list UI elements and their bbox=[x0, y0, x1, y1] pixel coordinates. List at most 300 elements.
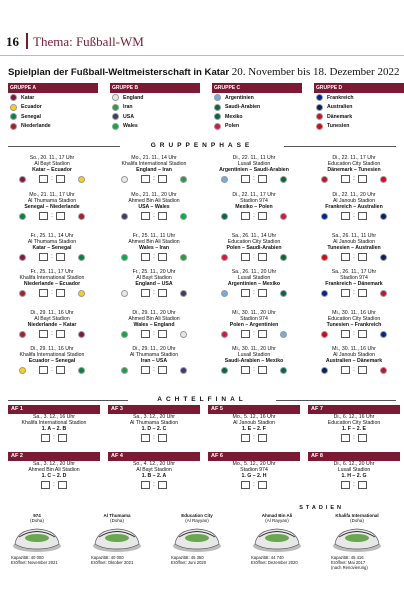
score-separator: : bbox=[53, 482, 55, 488]
score-input-home[interactable] bbox=[341, 175, 350, 183]
score-input-away[interactable] bbox=[258, 481, 267, 489]
stadium-card bbox=[82, 513, 152, 565]
match-card bbox=[106, 269, 202, 297]
match-date: Di., 22. 11., 11 Uhr bbox=[232, 155, 276, 161]
knockout-date: Sa., 3. 12., 20 Uhr bbox=[32, 461, 76, 467]
score-row bbox=[8, 481, 100, 489]
knockout-label: AF 7 bbox=[308, 405, 400, 414]
stadium-city: (Al Rayyan) bbox=[185, 518, 209, 523]
match-teams: Niederlande – Ecuador bbox=[23, 281, 81, 287]
match-venue: Khalifa International Stadion bbox=[19, 352, 85, 358]
group-phase-header bbox=[0, 142, 404, 149]
match-card bbox=[306, 192, 402, 220]
flag-icon bbox=[380, 176, 387, 183]
header-rule bbox=[0, 55, 404, 56]
team-row bbox=[212, 93, 302, 103]
stadiums-label: STADIEN bbox=[299, 505, 344, 511]
knockout-label: AF 4 bbox=[108, 452, 200, 461]
stadium-card bbox=[242, 513, 312, 565]
score-row bbox=[4, 330, 100, 338]
match-date: Di., 29. 11., 16 Uhr bbox=[30, 310, 74, 316]
score-input-away[interactable] bbox=[56, 253, 65, 261]
flag-icon bbox=[321, 213, 328, 220]
score-input-home[interactable] bbox=[39, 366, 48, 374]
team-name: Frankreich bbox=[327, 94, 354, 101]
score-row bbox=[106, 175, 202, 183]
knockout-date: So., 4. 12., 20 Uhr bbox=[132, 461, 176, 467]
team-name: Iran bbox=[123, 104, 133, 111]
match-date: Di., 22. 11., 17 Uhr bbox=[232, 192, 276, 198]
score-input-away[interactable] bbox=[258, 366, 267, 374]
knockout-body bbox=[8, 461, 100, 489]
team-row bbox=[314, 103, 404, 113]
score-input-home[interactable] bbox=[39, 212, 48, 220]
score-input-away[interactable] bbox=[358, 481, 367, 489]
knockout-body bbox=[308, 461, 400, 489]
match-teams: Wales – Iran bbox=[138, 245, 170, 251]
score-input-away[interactable] bbox=[56, 175, 65, 183]
flag-icon bbox=[19, 367, 26, 374]
header-divider bbox=[26, 33, 28, 49]
match-venue: Stadion 974 bbox=[340, 275, 368, 281]
stadium-capacity: Kapazität: 40 000 bbox=[11, 555, 44, 560]
flag-icon bbox=[380, 367, 387, 374]
score-input-home[interactable] bbox=[241, 434, 250, 442]
match-card bbox=[306, 269, 402, 297]
team-name: Senegal bbox=[21, 113, 41, 120]
score-separator: : bbox=[353, 213, 355, 219]
score-input-away[interactable] bbox=[158, 434, 167, 442]
match-date: Di., 22. 11., 20 Uhr bbox=[332, 192, 376, 198]
score-separator: : bbox=[253, 367, 255, 373]
knockout-card bbox=[308, 405, 400, 442]
score-input-home[interactable] bbox=[41, 481, 50, 489]
match-card bbox=[4, 269, 100, 297]
score-row bbox=[4, 253, 100, 261]
stadium-name: 974 bbox=[33, 513, 41, 518]
knockout-date: Di., 6. 12., 16 Uhr bbox=[333, 414, 375, 420]
score-separator: : bbox=[353, 254, 355, 260]
flag-icon bbox=[221, 331, 228, 338]
knockout-card bbox=[108, 452, 200, 489]
match-date: Sa., 26. 11., 11 Uhr bbox=[331, 233, 377, 239]
match-date: Di., 29. 11., 16 Uhr bbox=[30, 346, 74, 352]
score-row bbox=[4, 175, 100, 183]
score-input-away[interactable] bbox=[158, 366, 167, 374]
team-row bbox=[8, 93, 98, 103]
stadium-icon bbox=[11, 524, 63, 554]
match-teams: England – Iran bbox=[136, 167, 172, 173]
stadium-city: (Al Rayyan) bbox=[265, 518, 289, 523]
stadium-note: (nach Renovierung) bbox=[331, 565, 368, 570]
stadium-opened: Eröffnet: Juni 2020 bbox=[171, 560, 207, 565]
score-input-away[interactable] bbox=[158, 175, 167, 183]
main-title-dates: 20. November bis 18. Dezember 2022 bbox=[231, 66, 400, 78]
flag-icon bbox=[78, 213, 85, 220]
score-input-home[interactable] bbox=[41, 434, 50, 442]
score-input-away[interactable] bbox=[58, 434, 67, 442]
score-input-home[interactable] bbox=[141, 212, 150, 220]
score-input-home[interactable] bbox=[39, 253, 48, 261]
knockout-label: AF 6 bbox=[208, 452, 300, 461]
knockout-venue: Khalifa International Stadion bbox=[21, 420, 87, 426]
group-label: GRUPPE D bbox=[314, 83, 404, 93]
flag-icon bbox=[112, 113, 119, 120]
score-input-home[interactable] bbox=[141, 481, 150, 489]
score-input-home[interactable] bbox=[341, 481, 350, 489]
knockout-card bbox=[8, 452, 100, 489]
match-venue: Stadion 974 bbox=[240, 198, 268, 204]
score-row bbox=[4, 366, 100, 374]
flag-icon bbox=[19, 254, 26, 261]
score-input-home[interactable] bbox=[341, 289, 350, 297]
flag-icon bbox=[112, 94, 119, 101]
score-input-away[interactable] bbox=[358, 434, 367, 442]
match-teams: USA – Wales bbox=[138, 204, 170, 210]
knockout-pairing: 1. E – 2. F bbox=[242, 426, 266, 432]
stadium-icon bbox=[91, 524, 143, 554]
score-separator: : bbox=[353, 482, 355, 488]
flag-icon bbox=[121, 331, 128, 338]
knockout-label: AF 3 bbox=[108, 405, 200, 414]
group-table bbox=[8, 83, 398, 131]
score-input-home[interactable] bbox=[39, 289, 48, 297]
knockout-body bbox=[108, 414, 200, 442]
page-header bbox=[0, 0, 404, 50]
score-input-home[interactable] bbox=[241, 289, 250, 297]
main-title bbox=[8, 66, 403, 78]
score-separator: : bbox=[353, 176, 355, 182]
match-venue: Lusail Stadion bbox=[237, 161, 271, 167]
score-input-home[interactable] bbox=[241, 212, 250, 220]
match-card bbox=[206, 346, 302, 374]
score-separator: : bbox=[51, 290, 53, 296]
team-row bbox=[314, 112, 404, 122]
flag-icon bbox=[280, 213, 287, 220]
score-input-away[interactable] bbox=[158, 253, 167, 261]
knockout-venue: Ahmed Bin Ali Stadion bbox=[28, 467, 80, 473]
score-input-home[interactable] bbox=[39, 330, 48, 338]
divider-line bbox=[8, 400, 128, 401]
score-input-away[interactable] bbox=[358, 253, 367, 261]
team-name: Mexiko bbox=[225, 113, 243, 120]
score-row bbox=[206, 289, 302, 297]
match-card bbox=[4, 155, 100, 183]
match-card bbox=[206, 310, 302, 338]
match-date: Di., 22. 11., 17 Uhr bbox=[332, 155, 376, 161]
match-date: Sa., 26. 11., 14 Uhr bbox=[231, 233, 277, 239]
score-row bbox=[206, 330, 302, 338]
score-input-away[interactable] bbox=[358, 175, 367, 183]
match-venue: Al Thumama Stadion bbox=[27, 198, 77, 204]
group-label: GRUPPE A bbox=[8, 83, 98, 93]
flag-icon bbox=[10, 113, 17, 120]
score-row bbox=[4, 212, 100, 220]
group-column bbox=[8, 83, 98, 131]
flag-icon bbox=[78, 290, 85, 297]
score-input-home[interactable] bbox=[141, 175, 150, 183]
flag-icon bbox=[10, 104, 17, 111]
team-row bbox=[314, 122, 404, 132]
match-teams: Polen – Argentinien bbox=[229, 322, 279, 328]
score-input-away[interactable] bbox=[358, 366, 367, 374]
match-teams: Iran – USA bbox=[140, 358, 168, 364]
match-venue: Education City Stadion bbox=[327, 316, 381, 322]
match-venue: Al Bayt Stadion bbox=[34, 316, 70, 322]
match-card bbox=[206, 233, 302, 261]
flag-icon bbox=[316, 104, 323, 111]
team-name: Argentinien bbox=[225, 94, 254, 101]
score-input-home[interactable] bbox=[341, 366, 350, 374]
score-row bbox=[106, 330, 202, 338]
score-row bbox=[106, 289, 202, 297]
flag-icon bbox=[380, 331, 387, 338]
knockout-venue: Lusail Stadion bbox=[337, 467, 371, 473]
flag-icon bbox=[316, 123, 323, 130]
match-date: Mi., 30. 11., 16 Uhr bbox=[332, 310, 376, 316]
score-separator: : bbox=[353, 290, 355, 296]
score-input-away[interactable] bbox=[56, 330, 65, 338]
flag-icon bbox=[380, 290, 387, 297]
match-card bbox=[206, 192, 302, 220]
flag-icon bbox=[221, 213, 228, 220]
team-row bbox=[110, 93, 200, 103]
team-row bbox=[8, 103, 98, 113]
knockout-pairing: 1. F – 2. E bbox=[342, 426, 366, 432]
flag-icon bbox=[112, 104, 119, 111]
match-card bbox=[206, 269, 302, 297]
score-input-home[interactable] bbox=[141, 366, 150, 374]
score-input-away[interactable] bbox=[258, 175, 267, 183]
score-input-away[interactable] bbox=[58, 481, 67, 489]
match-card bbox=[106, 346, 202, 374]
flag-icon bbox=[19, 213, 26, 220]
flag-icon bbox=[180, 290, 187, 297]
score-input-away[interactable] bbox=[258, 253, 267, 261]
knockout-pairing: 1. D – 2. C bbox=[141, 426, 167, 432]
score-separator: : bbox=[153, 435, 155, 441]
stadium-name: Al Thumama bbox=[103, 513, 131, 518]
team-name: USA bbox=[123, 113, 134, 120]
score-input-away[interactable] bbox=[358, 289, 367, 297]
score-input-away[interactable] bbox=[56, 212, 65, 220]
score-separator: : bbox=[253, 213, 255, 219]
match-card bbox=[4, 192, 100, 220]
score-input-home[interactable] bbox=[141, 289, 150, 297]
knockout-pairing: 1. B – 2. A bbox=[141, 473, 167, 479]
match-teams: Saudi-Arabien – Mexiko bbox=[224, 358, 284, 364]
match-venue: Stadion 974 bbox=[240, 316, 268, 322]
knockout-venue: Stadion 974 bbox=[240, 467, 268, 473]
flag-icon bbox=[112, 123, 119, 130]
match-teams: Niederlande – Katar bbox=[27, 322, 77, 328]
score-input-away[interactable] bbox=[56, 289, 65, 297]
stadium-city: (Doha) bbox=[30, 518, 44, 523]
match-teams: Argentinien – Mexiko bbox=[227, 281, 281, 287]
score-separator: : bbox=[51, 213, 53, 219]
stadium-card bbox=[162, 513, 232, 565]
score-row bbox=[206, 175, 302, 183]
knockout-pairing: 1. G – 2. H bbox=[241, 473, 267, 479]
match-venue: Ahmed Bin Ali Stadion bbox=[128, 316, 180, 322]
score-row bbox=[8, 434, 100, 442]
score-input-home[interactable] bbox=[141, 434, 150, 442]
score-separator: : bbox=[253, 331, 255, 337]
score-row bbox=[208, 481, 300, 489]
score-separator: : bbox=[153, 176, 155, 182]
score-row bbox=[206, 253, 302, 261]
score-input-away[interactable] bbox=[158, 481, 167, 489]
score-input-home[interactable] bbox=[341, 212, 350, 220]
stadium-opened: Eröffnet: Oktober 2021 bbox=[91, 560, 134, 565]
match-card bbox=[106, 192, 202, 220]
group-label: GRUPPE B bbox=[110, 83, 200, 93]
score-input-home[interactable] bbox=[341, 253, 350, 261]
match-date: Sa., 26. 11., 17 Uhr bbox=[331, 269, 377, 275]
flag-icon bbox=[214, 113, 221, 120]
score-input-away[interactable] bbox=[358, 330, 367, 338]
stadium-capacity: Kapazität: 45 416 bbox=[331, 555, 364, 560]
score-input-away[interactable] bbox=[258, 330, 267, 338]
score-row bbox=[4, 289, 100, 297]
flag-icon bbox=[316, 94, 323, 101]
match-card bbox=[4, 310, 100, 338]
match-date: Di., 29. 11., 20 Uhr bbox=[132, 346, 176, 352]
knockout-date: Mo., 5. 12., 20 Uhr bbox=[232, 461, 276, 467]
main-title-bold: Spielplan der Fußball-Weltmeisterschaft in Katar bbox=[8, 67, 230, 78]
knockout-card bbox=[208, 452, 300, 489]
score-input-away[interactable] bbox=[56, 366, 65, 374]
knockout-label: AF 1 bbox=[8, 405, 100, 414]
match-venue: Khalifa International Stadion bbox=[19, 275, 85, 281]
group-column bbox=[212, 83, 302, 131]
flag-icon bbox=[221, 290, 228, 297]
flag-icon bbox=[180, 367, 187, 374]
score-input-home[interactable] bbox=[241, 330, 250, 338]
match-venue: Ahmed Bin Ali Stadion bbox=[128, 198, 180, 204]
score-input-away[interactable] bbox=[158, 289, 167, 297]
team-row bbox=[314, 93, 404, 103]
flag-icon bbox=[19, 290, 26, 297]
flag-icon bbox=[280, 290, 287, 297]
team-row bbox=[8, 112, 98, 122]
flag-icon bbox=[321, 331, 328, 338]
stadium-icon bbox=[331, 524, 383, 554]
team-name: Australien bbox=[327, 104, 353, 111]
flag-icon bbox=[180, 331, 187, 338]
score-separator: : bbox=[253, 482, 255, 488]
match-card bbox=[306, 346, 402, 374]
match-date: Mi., 30. 11., 16 Uhr bbox=[332, 346, 376, 352]
flag-icon bbox=[121, 367, 128, 374]
match-teams: Frankreich – Australien bbox=[325, 204, 383, 210]
match-date: Fr., 25. 11., 20 Uhr bbox=[132, 269, 176, 275]
match-venue: Education City Stadion bbox=[227, 239, 281, 245]
score-row bbox=[108, 481, 200, 489]
section-title: Thema: Fußball-WM bbox=[33, 34, 144, 49]
team-row bbox=[212, 122, 302, 132]
match-teams: Tunesien – Frankreich bbox=[326, 322, 382, 328]
match-teams: Mexiko – Polen bbox=[235, 204, 273, 210]
flag-icon bbox=[214, 123, 221, 130]
score-input-home[interactable] bbox=[141, 330, 150, 338]
group-column bbox=[110, 83, 200, 131]
match-teams: Katar – Ecuador bbox=[32, 167, 72, 173]
flag-icon bbox=[321, 254, 328, 261]
flag-icon bbox=[78, 331, 85, 338]
team-row bbox=[110, 122, 200, 132]
flag-icon bbox=[121, 254, 128, 261]
score-row bbox=[306, 330, 402, 338]
score-separator: : bbox=[153, 331, 155, 337]
stadium-icon bbox=[171, 524, 223, 554]
score-input-home[interactable] bbox=[241, 175, 250, 183]
knockout-date: Sa., 3. 12., 20 Uhr bbox=[132, 414, 176, 420]
group-label: GRUPPE C bbox=[212, 83, 302, 93]
match-card bbox=[4, 346, 100, 374]
knockout-body bbox=[208, 414, 300, 442]
match-teams: Argentinien – Saudi-Arabien bbox=[219, 167, 289, 173]
team-name: Dänemark bbox=[327, 113, 353, 120]
team-row bbox=[212, 112, 302, 122]
stadium-city: (Doha) bbox=[110, 518, 124, 523]
score-input-away[interactable] bbox=[258, 212, 267, 220]
score-input-home[interactable] bbox=[241, 481, 250, 489]
score-input-home[interactable] bbox=[39, 175, 48, 183]
score-input-home[interactable] bbox=[241, 253, 250, 261]
score-input-home[interactable] bbox=[241, 366, 250, 374]
match-venue: Ahmed Bin Ali Stadion bbox=[128, 239, 180, 245]
stadiums-header bbox=[0, 505, 404, 511]
score-input-away[interactable] bbox=[258, 289, 267, 297]
score-input-away[interactable] bbox=[358, 212, 367, 220]
knockout-body bbox=[208, 461, 300, 489]
flag-icon bbox=[380, 213, 387, 220]
score-input-home[interactable] bbox=[141, 253, 150, 261]
score-row bbox=[306, 289, 402, 297]
flag-icon bbox=[221, 254, 228, 261]
match-card bbox=[206, 155, 302, 183]
score-separator: : bbox=[353, 367, 355, 373]
flag-icon bbox=[280, 254, 287, 261]
score-row bbox=[108, 434, 200, 442]
score-input-home[interactable] bbox=[341, 330, 350, 338]
match-venue: Al Bayt Stadion bbox=[34, 161, 70, 167]
flag-icon bbox=[121, 213, 128, 220]
team-row bbox=[8, 122, 98, 132]
match-date: Di., 29. 11., 20 Uhr bbox=[132, 310, 176, 316]
divider-line bbox=[8, 146, 120, 147]
flag-icon bbox=[321, 367, 328, 374]
score-input-away[interactable] bbox=[158, 330, 167, 338]
score-separator: : bbox=[51, 254, 53, 260]
score-row bbox=[308, 481, 400, 489]
score-input-away[interactable] bbox=[158, 212, 167, 220]
match-date: Mo., 21. 11., 14 Uhr bbox=[131, 155, 177, 161]
score-row bbox=[206, 212, 302, 220]
match-teams: Tunesien – Australien bbox=[327, 245, 381, 251]
match-teams: Wales – England bbox=[133, 322, 175, 328]
score-input-home[interactable] bbox=[341, 434, 350, 442]
score-row bbox=[106, 366, 202, 374]
flag-icon bbox=[180, 176, 187, 183]
score-input-away[interactable] bbox=[258, 434, 267, 442]
match-venue: Education City Stadion bbox=[327, 161, 381, 167]
score-separator: : bbox=[353, 331, 355, 337]
team-row bbox=[110, 103, 200, 113]
stadium-city: (Doha) bbox=[350, 518, 364, 523]
stadium-card bbox=[2, 513, 72, 565]
